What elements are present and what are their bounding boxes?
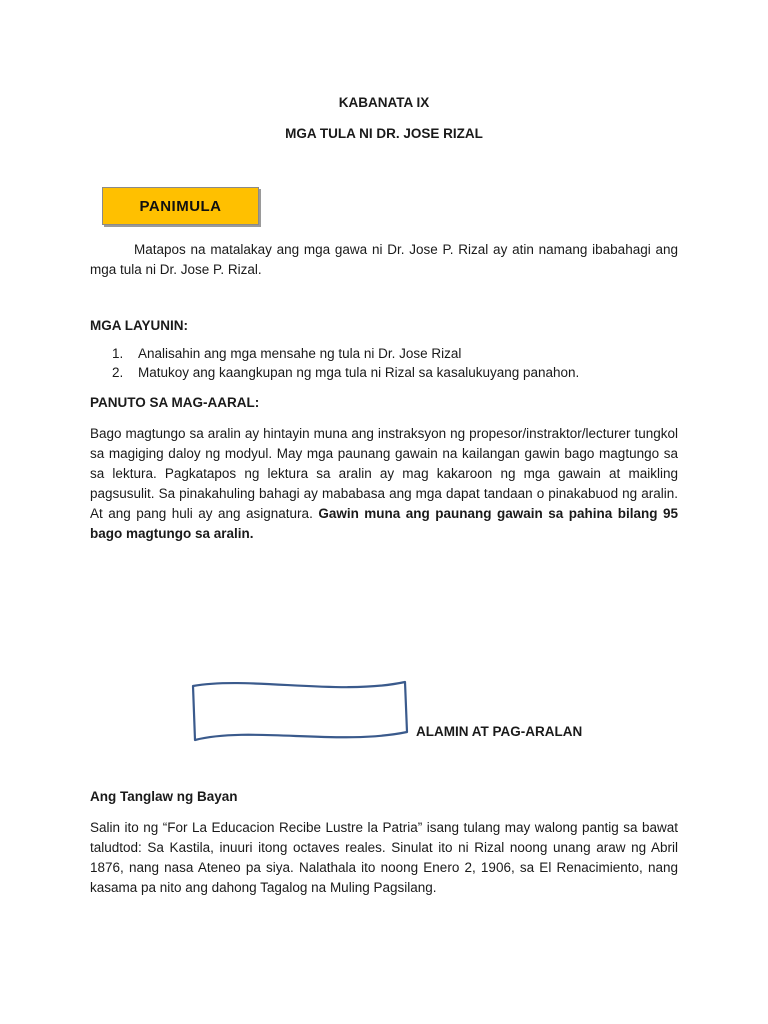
objective-text: Analisahin ang mga mensahe ng tula ni Dr. Jose Rizal	[138, 346, 462, 361]
scroll-banner-icon	[190, 676, 410, 746]
objectives-list	[90, 345, 579, 382]
objective-item	[90, 364, 579, 383]
panimula-label: PANIMULA	[102, 187, 259, 225]
alamin-label: ALAMIN AT PAG-ARALAN	[416, 724, 583, 739]
panuto-heading: PANUTO SA MAG-AARAL:	[90, 395, 260, 410]
layunin-heading: MGA LAYUNIN:	[90, 318, 189, 333]
tanglaw-paragraph: Salin ito ng “For La Educacion Recibe Lustre la Patria” isang tulang may walong pantig sa bawat taludtod: Sa Kastila, inuuri itong octaves reales. Sinulat ito ni Rizal noong unang araw ng Abril 1876, nang nasa Ateneo pa siya. Nalathala ito noong Enero 2, 1906, sa El Renacimiento, nang kasama pa nito ang dahong Tagalog na Muling Pagsilang.	[90, 820, 678, 895]
panuto-bold-text: Gawin muna ang paunang gawain sa pahina bilang 95 bago magtungo sa aralin.	[90, 506, 678, 541]
objective-number: 1.	[112, 346, 124, 361]
chapter-number: KABANATA IX	[338, 95, 430, 110]
objective-item	[90, 345, 579, 364]
objective-text: Matukoy ang kaangkupan ng mga tula ni Rizal sa kasalukuyang panahon.	[138, 364, 580, 380]
panimula-paragraph: Matapos na matalakay ang mga gawa ni Dr. Jose P. Rizal ay atin namang ibabahagi ang mga tula ni Dr. Jose P. Rizal.	[90, 242, 678, 277]
panuto-text: Bago magtungo sa aralin ay hintayin muna ang instraksyon ng propesor/instraktor/lecturer tungkol sa magiging daloy ng modyul. May mga paunang gawain na kailangan gawin bago magtungo sa sa lektura. Pagkatapos ng lektura sa aralin ay mag kakaroon ng mga gawain at maikling pagsusulit. Sa pinakahuling bahagi ay mababasa ang mga dapat tandaan o pinakabuod ng aralin. At ang pang huli ay ang asignatura.	[90, 426, 678, 521]
chapter-title: MGA TULA NI DR. JOSE RIZAL	[285, 126, 483, 141]
panuto-paragraph	[90, 424, 678, 544]
tanglaw-heading: Ang Tanglaw ng Bayan	[90, 789, 238, 804]
objective-number: 2.	[112, 364, 124, 380]
